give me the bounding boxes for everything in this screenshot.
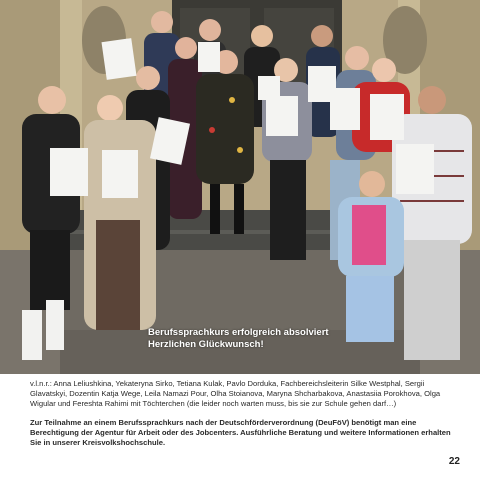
page-number: 22: [448, 456, 460, 467]
course-info-note: Zur Teilnahme an einem Berufssprachkurs nach der Deutschförderverordnung (DeuFöV) benötigt man eine Berechtigung der Agentur für Arbeit oder des Jobcenters. Ausführliche Beratung und weitere Informationen erhalten Sie in unserer Kreisvolkshochschule.: [30, 418, 451, 448]
headline-line-2: Herzlichen Glückwunsch!: [148, 339, 264, 350]
photo-caption: v.l.n.r.: Anna Leliushkina, Yekateryna Sirko, Tetiana Kulak, Pavlo Dorduka, Fachbereichsleiterin Silke Westphal, Sergii Glavatskyi, Dozentin Katja Wege, Leila Namazi Pour, Olha Stoianova, Maryna Shcharbakova, Anastasiia Porokhova, Olga Wigular und Fereshta Rahimi mit Töchterchen (die leider noch warten muss, bis sie zur Schule gehen darf…): [30, 379, 441, 408]
headline-line-1: Berufssprachkurs erfolgreich absolviert: [148, 327, 329, 338]
photo-headline: [148, 327, 408, 351]
